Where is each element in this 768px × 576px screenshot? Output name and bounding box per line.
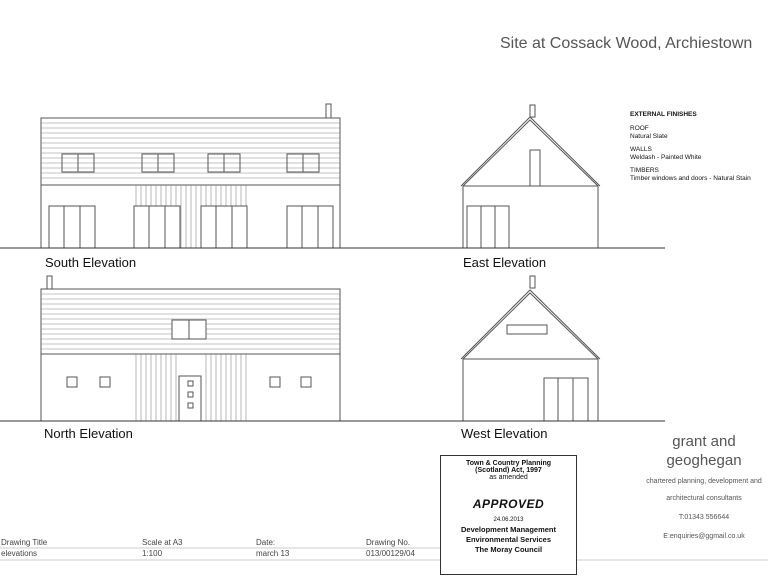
finish-timbers <box>630 167 751 183</box>
drawing-no-label: Drawing No. <box>366 538 411 547</box>
drawing-no-value: 013/00129/04 <box>366 549 415 558</box>
date-label: Date: <box>256 538 276 547</box>
south-roof-hatch <box>41 123 340 178</box>
south-elevation-label: South Elevation <box>45 255 137 270</box>
stamp-dept2: Environmental Services <box>465 535 552 544</box>
stamp-line3: as amended <box>489 474 528 481</box>
firm-name-line2: geoghegan <box>666 452 742 469</box>
finish-value: Natural Slate <box>630 133 668 140</box>
finish-value: Weldash - Painted White <box>630 154 702 161</box>
stamp-dept1: Development Management <box>460 525 557 534</box>
north-elevation-drawing <box>41 276 340 421</box>
north-elevation-label: North Elevation <box>44 426 133 441</box>
south-elevation-drawing <box>41 104 340 248</box>
firm-info <box>640 432 768 542</box>
site-title: Site at Cossack Wood, Archiestown <box>500 35 753 52</box>
stamp-line1: Town & Country Planning <box>465 460 552 467</box>
east-elevation-label: East Elevation <box>463 255 547 270</box>
finish-label: WALLS <box>630 146 652 153</box>
finish-value: Timber windows and doors - Natural Stain <box>630 175 751 182</box>
firm-desc-line2: architectural consultants <box>666 495 742 502</box>
finish-walls <box>630 146 751 162</box>
west-elevation-label: West Elevation <box>461 426 548 441</box>
finish-label: TIMBERS <box>630 167 659 174</box>
finish-label: ROOF <box>630 125 649 132</box>
firm-desc-line1: chartered planning, development and <box>646 478 762 485</box>
stamp-status: APPROVED <box>472 497 545 511</box>
stamp-dept3: The Moray Council <box>474 545 543 554</box>
drawing-title-label: Drawing Title <box>1 538 48 547</box>
drawing-title-value: elevations <box>1 549 38 558</box>
firm-name-line1: grant and <box>672 433 736 450</box>
scale-value: 1:100 <box>142 549 163 558</box>
external-finishes <box>630 111 751 188</box>
stamp-line2: (Scotland) Act, 1997 <box>475 467 542 474</box>
west-elevation-drawing <box>461 276 600 421</box>
stamp-date: 24.06.2013 <box>493 517 524 523</box>
finishes-heading: EXTERNAL FINISHES <box>630 111 697 118</box>
firm-phone: T:01343 556644 <box>678 514 730 521</box>
approval-stamp <box>440 455 577 575</box>
east-elevation-drawing <box>461 105 600 248</box>
finish-roof <box>630 125 751 141</box>
scale-label: Scale at A3 <box>142 538 183 547</box>
firm-email: E:enquiries@ggmail.co.uk <box>663 533 745 540</box>
date-value: march 13 <box>256 549 290 558</box>
